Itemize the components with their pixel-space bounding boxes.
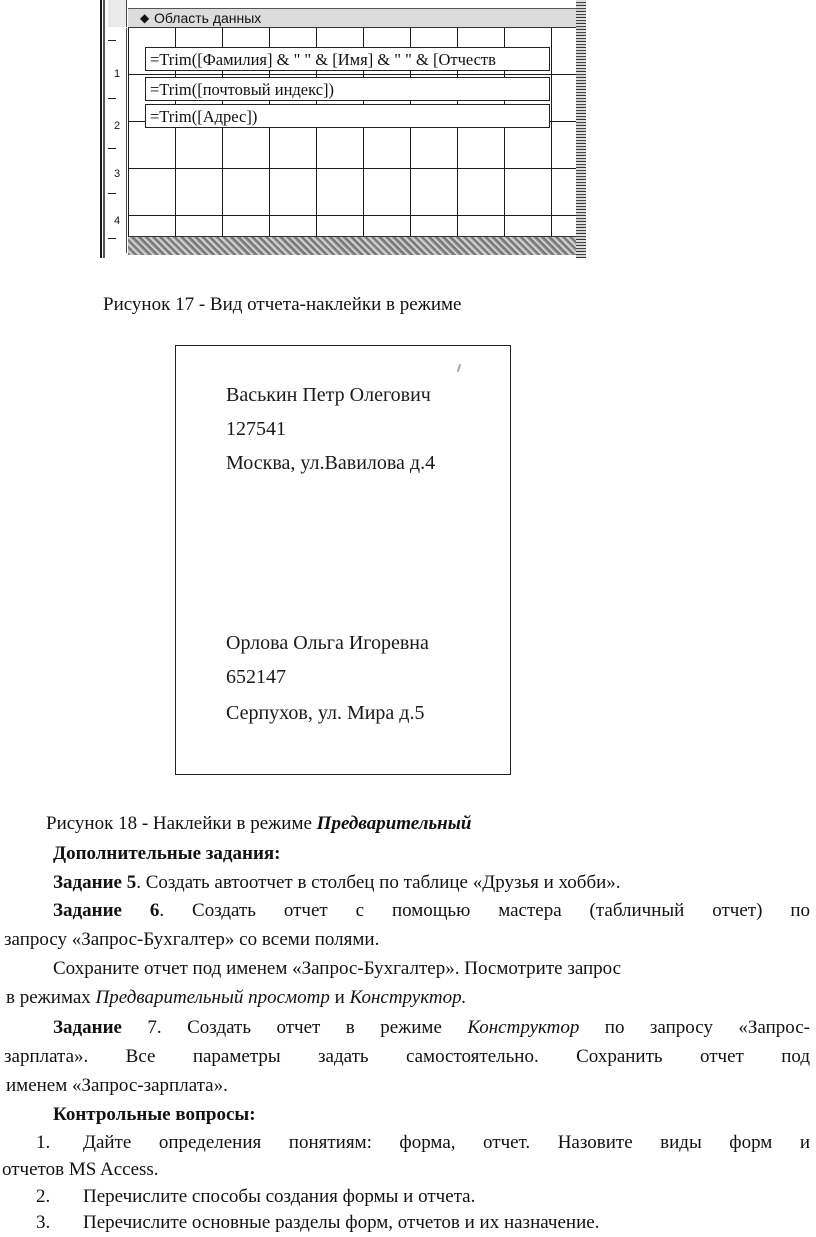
section-label: Область данных — [154, 10, 262, 26]
report-design-view — [100, 0, 590, 258]
caption-mode: Предварительный — [316, 813, 472, 834]
question-2: Перечислите способы создания формы и отчета. — [83, 1186, 476, 1207]
task-7-line2: зарплата». Все параметры задать самостоятельно. Сохранить отчет под — [4, 1046, 810, 1067]
label-preview — [175, 345, 511, 775]
control-questions-heading: Контрольные вопросы: — [53, 1104, 256, 1125]
label-2-name: Орлова Ольга Игоревна — [226, 632, 429, 654]
question-1-line1: Дайте определения понятиям: форма, отчет. Назовите виды форм и — [83, 1132, 810, 1153]
label-1-address: Москва, ул.Вавилова д.4 — [226, 452, 436, 474]
label-2-address: Серпухов, ул. Мира д.5 — [226, 702, 425, 724]
figure-18-caption: Рисунок 18 - Наклейки в режиме Предварительный — [46, 813, 472, 834]
ruler-mark: 4 — [114, 215, 121, 227]
task-7-line3: именем «Запрос-зарплата». — [6, 1075, 228, 1096]
question-number: 1. — [36, 1132, 51, 1153]
question-1-line2: отчетов MS Access. — [2, 1159, 159, 1180]
task-7-line1: Задание 7. Создать отчет в режиме Конструктор по запросу «Запрос- — [53, 1017, 810, 1038]
postcode-field[interactable]: =Trim([почтовый индекс]) — [145, 77, 550, 101]
task-5: Задание 5. Создать автоотчет в столбец по таблице «Друзья и хобби». — [53, 872, 621, 893]
save-note-line1: Сохраните отчет под именем «Запрос-Бухгалтер». Посмотрите запрос — [53, 958, 622, 979]
section-footer-bar — [128, 236, 576, 255]
window-border — [576, 0, 586, 258]
extra-tasks-heading: Дополнительные задания: — [53, 843, 281, 864]
section-header-bar[interactable] — [128, 8, 576, 29]
label-1-name: Васькин Петр Олегович — [226, 384, 431, 406]
ruler-mark: 1 — [114, 68, 121, 80]
ruler-mark: 2 — [114, 120, 121, 132]
label-1-postcode: 127541 — [226, 418, 286, 440]
question-number: 2. — [36, 1186, 51, 1207]
task-6-line1: Задание 6. Создать отчет с помощью мастера (табличный отчет) по — [53, 900, 811, 921]
fio-field[interactable]: =Trim([Фамилия] & " " & [Имя] & " " & [Отчеств — [145, 47, 550, 71]
task-6-line2: запросу «Запрос-Бухгалтер» со всеми полями. — [4, 929, 380, 950]
figure-17-caption: Рисунок 17 - Вид отчета-наклейки в режиме — [103, 294, 462, 315]
ruler-mark: 3 — [114, 168, 121, 180]
question-3: Перечислите основные разделы форм, отчетов и их назначение. — [83, 1212, 600, 1233]
section-arrow-icon: ◆ — [140, 11, 150, 25]
ruler-corner — [108, 0, 127, 27]
question-number: 3. — [36, 1212, 51, 1233]
address-field[interactable]: =Trim([Адрес]) — [145, 104, 550, 128]
save-note-line2: в режимах Предварительный просмотр и Конструктор. — [6, 987, 467, 1008]
window-border — [100, 0, 107, 258]
label-2-postcode: 652147 — [226, 666, 286, 688]
vertical-ruler — [108, 28, 127, 253]
